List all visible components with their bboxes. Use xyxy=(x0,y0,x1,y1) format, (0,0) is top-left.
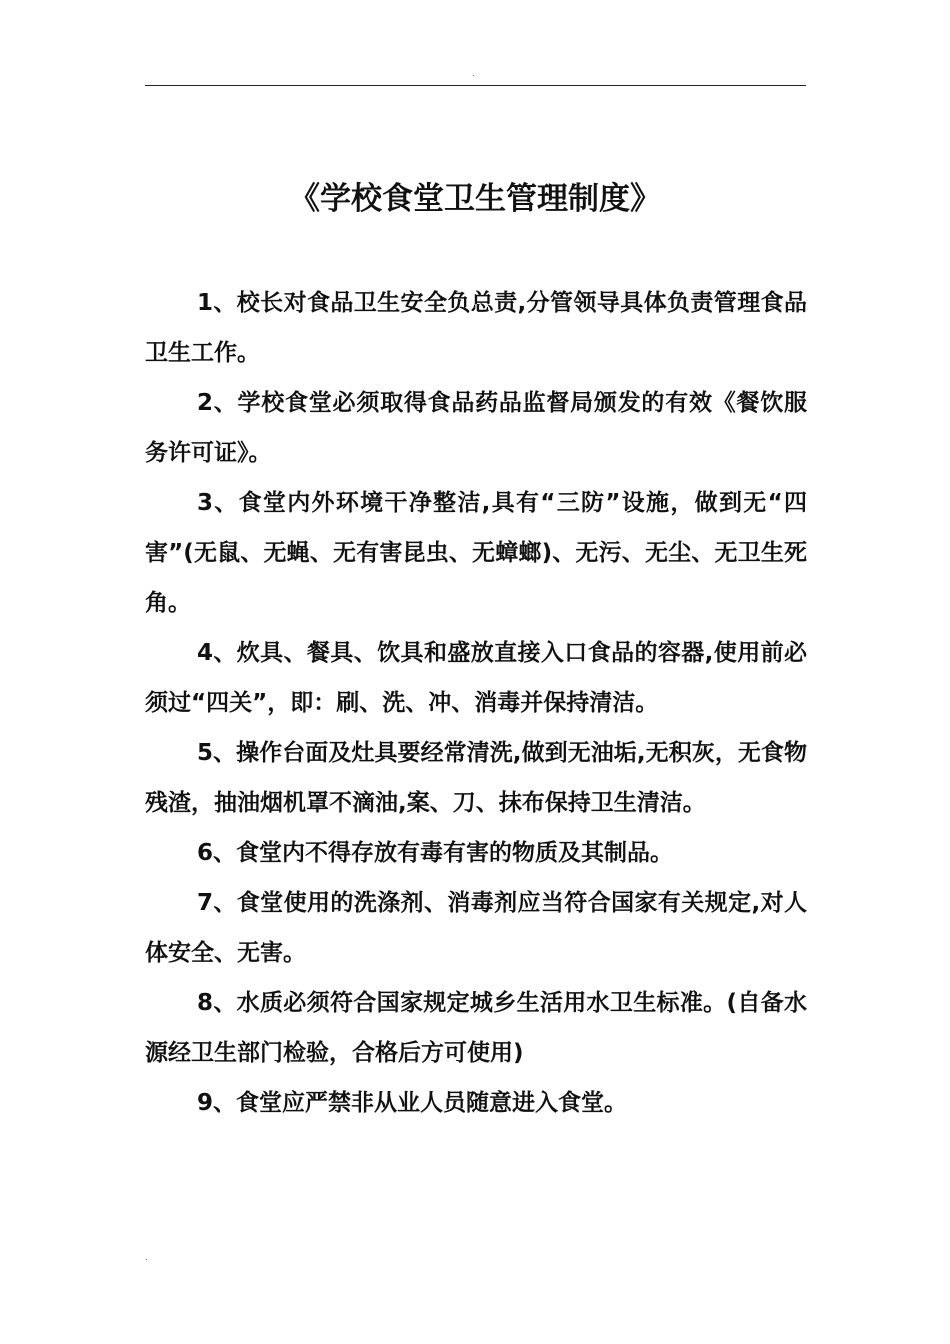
paragraph-4: 4、炊具、餐具、饮具和盛放直接入口食品的容器,使用前必须过“四关”，即：刷、洗、冲、消毒并保持清洁。 xyxy=(145,640,807,716)
paragraph-8: 8、水质必须符合国家规定城乡生活用水卫生标准。(自备水源经卫生部门检验，合格后方可使用) xyxy=(145,990,807,1066)
paragraph-3: 3、食堂内外环境干净整洁,具有“三防”设施，做到无“四害”(无鼠、无蝇、无有害昆虫、无蟑螂)、无污、无尘、无卫生死角。 xyxy=(145,490,807,616)
paragraph-2: 2、学校食堂必须取得食品药品监督局颁发的有效《餐饮服务许可证》。 xyxy=(145,390,807,466)
document-title: 《学校食堂卫生管理制度》 xyxy=(289,181,661,217)
header-marker: . xyxy=(472,69,475,78)
paragraph-7: 7、食堂使用的洗涤剂、消毒剂应当符合国家有关规定,对人体安全、无害。 xyxy=(145,890,807,966)
header-rule xyxy=(145,85,806,86)
document-body xyxy=(145,278,807,1128)
footer-marker: . xyxy=(145,1253,148,1262)
paragraph-1: 1、校长对食品卫生安全负总责,分管领导具体负责管理食品卫生工作。 xyxy=(145,290,807,366)
paragraph-6: 6、食堂内不得存放有毒有害的物质及其制品。 xyxy=(197,840,674,866)
paragraph-5: 5、操作台面及灶具要经常清洗,做到无油垢,无积灰，无食物残渣，抽油烟机罩不滴油,案、刀、抹布保持卫生清洁。 xyxy=(145,740,807,816)
paragraph-9: 9、食堂应严禁非从业人员随意进入食堂。 xyxy=(197,1090,628,1116)
